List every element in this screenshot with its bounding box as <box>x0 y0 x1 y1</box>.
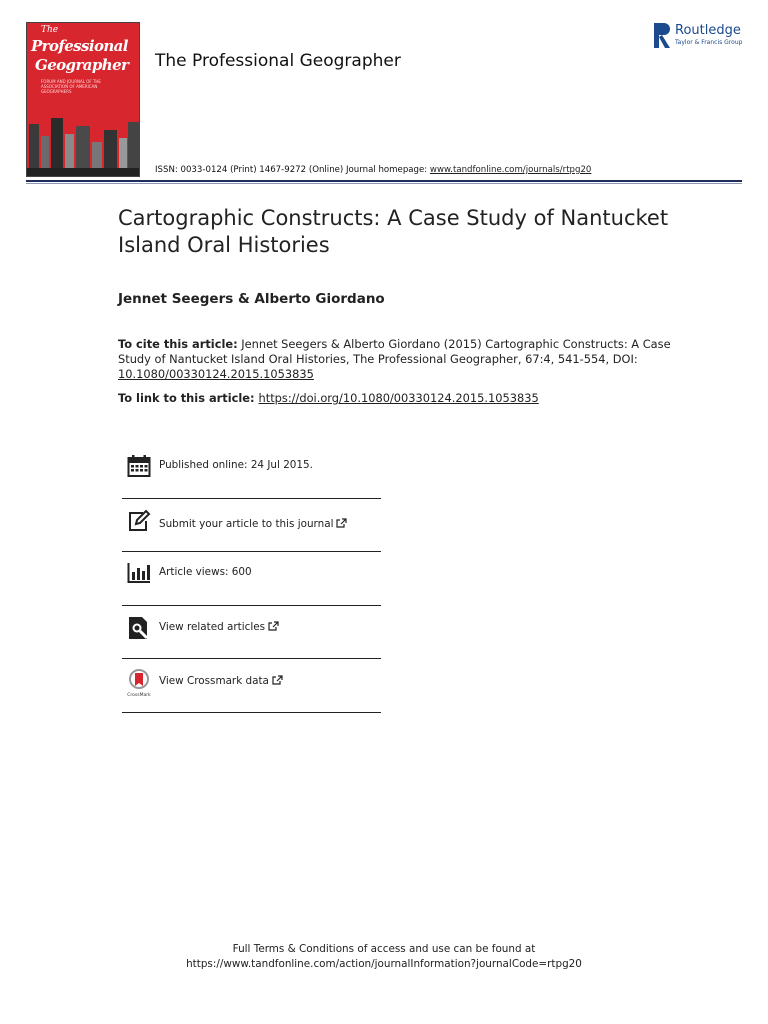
cover-city-illustration <box>27 106 139 176</box>
issn-line <box>155 165 591 175</box>
published-row <box>122 444 381 499</box>
crossmark-link[interactable] <box>159 675 283 687</box>
link-label: To link to this article: <box>118 391 259 405</box>
article-info-list <box>122 444 381 713</box>
external-link-icon <box>336 518 347 528</box>
footer <box>0 942 768 972</box>
crossmark-icon-text: CrossMark <box>127 693 151 697</box>
footer-line-1: Full Terms & Conditions of access and use can be found at <box>232 943 536 955</box>
publisher-name: Routledge <box>675 23 741 38</box>
calendar-icon <box>127 454 151 478</box>
crossmark-icon <box>127 669 151 697</box>
submit-label: Submit your article to this journal <box>159 518 334 530</box>
footer-terms-url[interactable]: https://www.tandfonline.com/action/journalInformation?journalCode=rtpg20 <box>186 958 582 970</box>
edit-icon <box>127 509 151 533</box>
header-rule <box>26 180 742 182</box>
cite-label: To cite this article: <box>118 337 238 351</box>
cite-text: Jennet Seegers & Alberto Giordano (2015) Cartographic Constructs: A Case Study of Nantucket Island Oral Histories, The Professional Geographer, 67:4, 541-554, DOI: <box>118 337 671 366</box>
crossmark-row[interactable] <box>122 659 381 713</box>
article-title: Cartographic Constructs: A Case Study of Nantucket Island Oral Histories <box>118 206 669 257</box>
external-link-icon <box>272 675 283 685</box>
publisher-logo[interactable] <box>654 23 750 53</box>
external-link-icon <box>268 621 279 631</box>
publisher-group: Taylor & Francis Group <box>675 39 743 46</box>
related-row[interactable] <box>122 606 381 659</box>
citation-block <box>118 337 678 382</box>
submit-article-link[interactable] <box>159 518 347 530</box>
views-row <box>122 552 381 606</box>
article-doi-url[interactable]: https://doi.org/10.1080/00330124.2015.1053835 <box>258 391 539 405</box>
cover-the: The <box>41 25 59 35</box>
crossmark-label: View Crossmark data <box>159 675 269 687</box>
published-date: Published online: 24 Jul 2015. <box>159 459 313 471</box>
journal-name: The Professional Geographer <box>155 51 401 71</box>
document-search-icon <box>127 616 151 640</box>
issn-text: ISSN: 0033-0124 (Print) 1467-9272 (Online) Journal homepage: <box>155 165 430 175</box>
bar-chart-icon <box>127 560 151 584</box>
related-label: View related articles <box>159 621 266 633</box>
journal-cover-image <box>26 22 140 177</box>
journal-homepage-link[interactable]: www.tandfonline.com/journals/rtpg20 <box>429 165 592 175</box>
routledge-r-icon <box>654 23 671 48</box>
cover-title-professional: Professional <box>31 37 128 55</box>
article-views: Article views: 600 <box>159 566 252 578</box>
cover-title-geographer: Geographer <box>35 56 129 74</box>
article-authors: Jennet Seegers & Alberto Giordano <box>118 291 385 307</box>
cover-subtitle: FORUM AND JOURNAL OF THE ASSOCIATION OF AMERICAN GEOGRAPHERS <box>41 79 101 94</box>
article-link-block <box>118 391 539 405</box>
submit-row[interactable] <box>122 499 381 552</box>
doi-link[interactable]: 10.1080/00330124.2015.1053835 <box>118 367 314 381</box>
related-articles-link[interactable] <box>159 621 279 633</box>
header-rule-thin <box>26 183 742 184</box>
